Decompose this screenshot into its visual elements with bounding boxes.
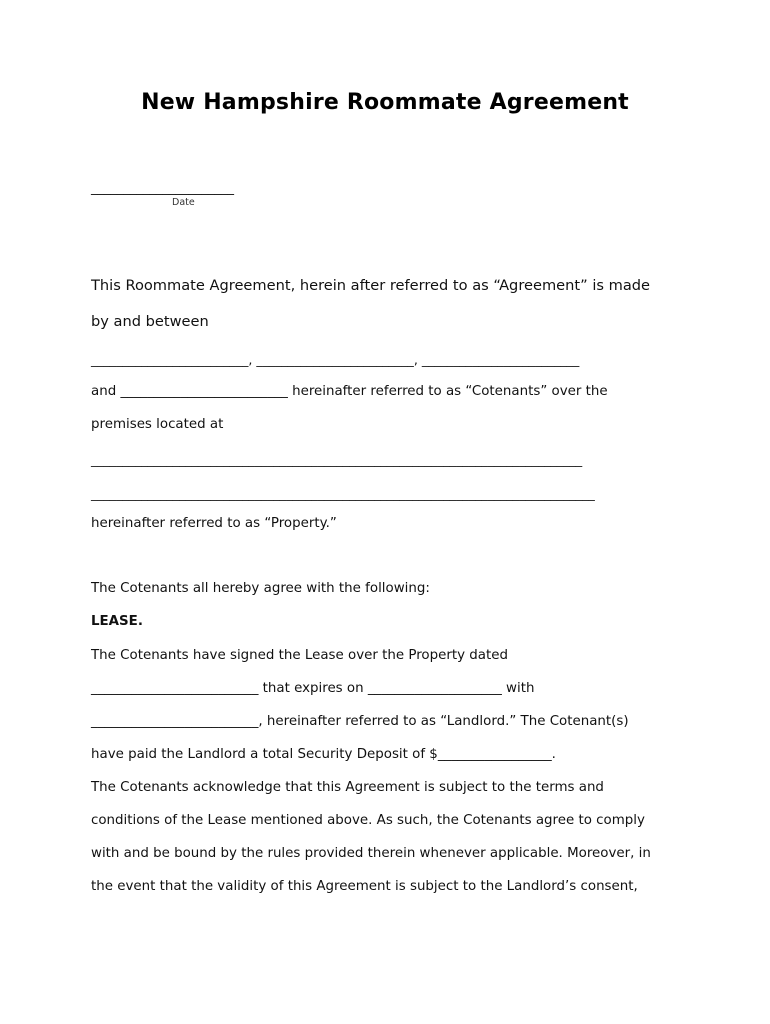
intro-line-1: This Roommate Agreement, herein after referred to as “Agreement” is made [91,277,651,294]
premises-line: premises located at [91,417,224,432]
property-definition-line: hereinafter referred to as “Property.” [91,516,337,531]
agreement-intro-line: The Cotenants all hereby agree with the following: [91,581,430,596]
lease-line-7: with and be bound by the rules provided therein whenever applicable. Moreover, in [91,846,651,861]
date-blank-line: ______________________ [91,181,234,196]
lease-line-2: _________________________ that expires on ____________________ with [91,681,535,696]
lease-line-1: The Cotenants have signed the Lease over the Property dated [91,648,508,663]
property-address-blank-2: ________________________________________________________________________________ [91,486,595,501]
lease-line-3: _________________________, hereinafter referred to as “Landlord.” The Cotenant(s) [91,714,629,729]
intro-line-2: by and between [91,313,209,330]
document-title: New Hampshire Roommate Agreement [141,90,629,115]
lease-line-4: have paid the Landlord a total Security Deposit of $_________________. [91,747,556,762]
lease-line-5: The Cotenants acknowledge that this Agreement is subject to the terms and [91,780,604,795]
lease-heading: LEASE. [91,614,143,629]
property-address-blank-1: ______________________________________________________________________________ [91,452,583,467]
lease-line-6: conditions of the Lease mentioned above. As such, the Cotenants agree to comply [91,813,645,828]
date-label: Date [172,197,195,208]
cotenant-names-blanks: _________________________, _________________________, _________________________ [91,352,580,367]
cotenants-line: and _________________________ hereinafter referred to as “Cotenants” over the [91,384,608,399]
lease-line-8: the event that the validity of this Agreement is subject to the Landlord’s consent, [91,879,638,894]
